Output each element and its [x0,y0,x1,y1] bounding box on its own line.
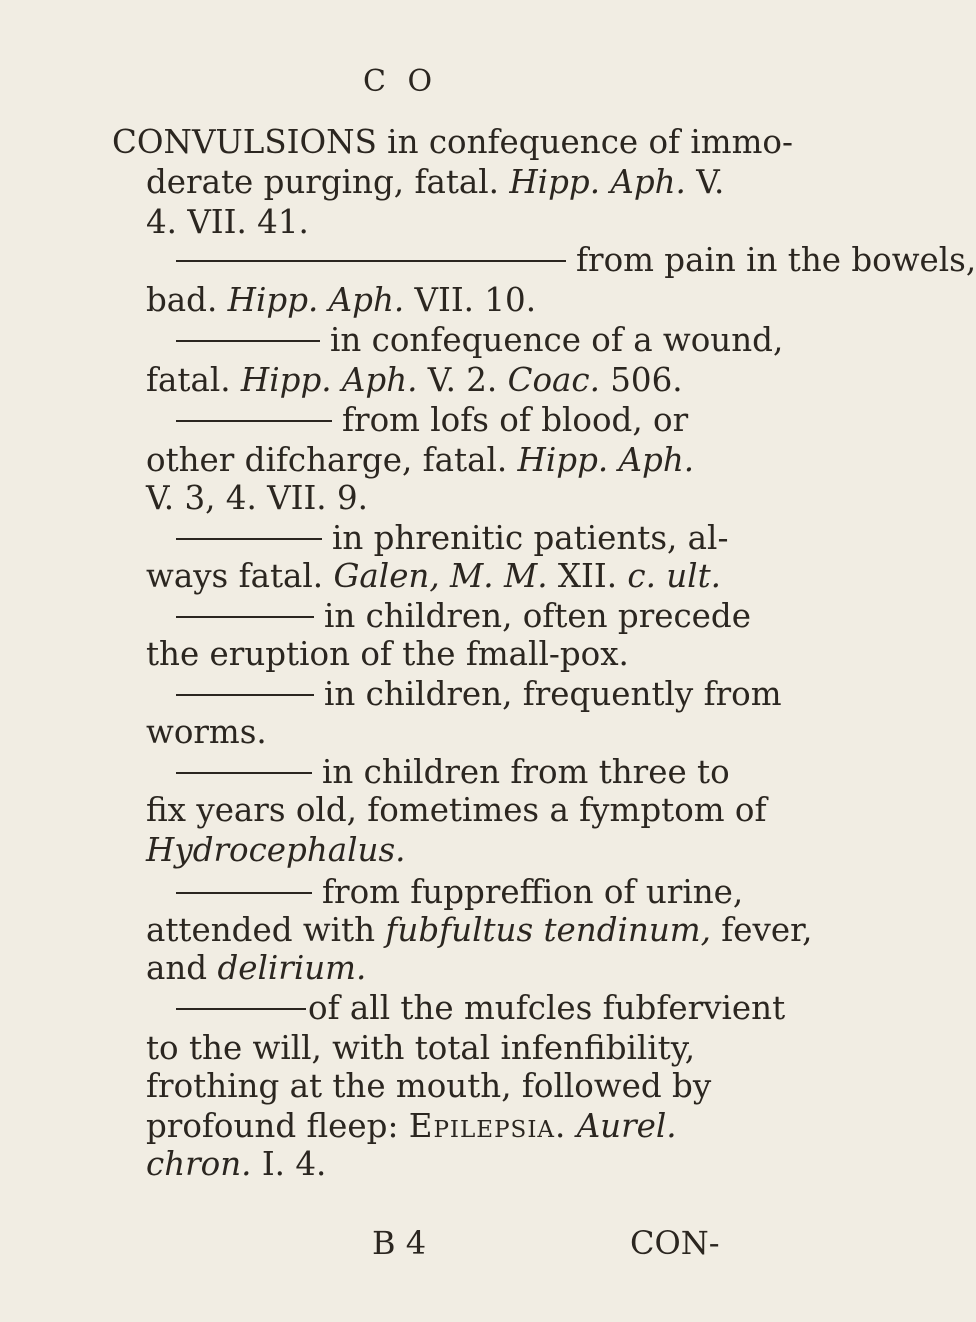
text-line [112,122,793,162]
text-run: from fuppreffion of urine, [322,873,744,911]
text-run: from lofs of blood, or [342,401,689,439]
entry-line [176,320,783,360]
text-run: bad. [146,281,228,319]
text-run: fever, [710,911,813,949]
entry-line [176,872,743,912]
text-line [146,440,694,480]
citation: Hydrocephalus. [146,831,406,869]
ditto-rule [176,694,314,696]
text-run: attended with [146,911,386,949]
ditto-rule [176,1008,306,1010]
entry-line [176,674,782,714]
text-run: CONVULSIONS in confequence of immo- [112,123,793,161]
text-run: to the will, with total infenfibility, [146,1029,696,1067]
text-run: other difcharge, fatal. [146,441,518,479]
running-head: C O [362,64,439,99]
text-run: V. 3, 4. VII. 9. [146,479,368,517]
text-run: ways fatal. [146,557,334,595]
catchword: CON- [630,1224,720,1262]
small-caps-term: Epilepsia. [408,1107,567,1145]
citation: Hipp. Aph. [509,163,686,201]
text-run: V. 2. [417,361,508,399]
text-run: of all the mufcles fubfervient [308,989,786,1027]
ditto-rule [176,538,322,540]
text-run: in children from three to [322,753,730,791]
entry-line [176,988,785,1028]
text-line [146,948,366,988]
text-run: from pain in the bowels, [576,241,976,279]
ditto-rule [176,340,320,342]
text-line [146,634,629,674]
text-line [146,1106,677,1146]
text-run: in children, often precede [324,597,751,635]
text-run: and [146,949,218,987]
citation: chron. [146,1145,252,1183]
citation: Galen, M. M. [333,557,548,595]
text-line [146,910,812,950]
text-run: 506. [599,361,683,399]
citation: Aurel. [576,1107,677,1145]
text-run: profound fleep: [146,1107,409,1145]
text-run: 4. VII. 41. [146,203,309,241]
citation: Hipp. Aph. [227,281,405,319]
ditto-rule [176,772,312,774]
text-run: XII. [547,557,628,595]
text-run: V. [685,163,725,201]
citation: Coac. [507,361,600,399]
ditto-rule [176,616,314,618]
text-line [146,1028,695,1068]
ditto-rule [176,892,312,894]
entry-line [176,400,688,440]
ditto-rule [176,420,332,422]
entry-line [176,240,976,280]
text-run: VII. 10. [404,281,537,319]
text-run: derate purging, fatal. [146,163,510,201]
citation: c. ult. [627,557,721,595]
text-line [146,360,683,400]
citation: Hipp. Aph. [517,441,695,479]
text-run: fatal. [146,361,241,399]
citation: delirium. [217,949,367,987]
entry-line [176,752,730,792]
text-line [146,280,536,320]
entry-line [176,596,751,636]
text-run: I. 4. [251,1145,327,1183]
citation: Hipp. Aph. [240,361,418,399]
text-line [146,556,721,596]
folio-signature: B 4 [372,1224,427,1262]
text-line [146,790,767,830]
text-run: in children, frequently from [324,675,782,713]
text-line [146,830,406,870]
text-line [146,1144,326,1184]
text-run: worms. [146,713,267,751]
text-run: the eruption of the fmall-pox. [146,635,629,673]
text-line [146,478,368,518]
citation: fubfultus tendinum, [385,911,711,949]
text-line [146,1066,711,1106]
text-run: frothing at the mouth, followed by [146,1067,712,1105]
text-line [146,202,309,242]
ditto-rule [176,260,566,262]
text-run [566,1107,576,1145]
text-run: in phrenitic patients, al- [332,519,729,557]
text-line [146,162,724,202]
text-run: in confequence of a wound, [330,321,784,359]
text-line [146,712,267,752]
text-run: fix years old, fometimes a fymptom of [146,791,767,829]
entry-line [176,518,728,558]
